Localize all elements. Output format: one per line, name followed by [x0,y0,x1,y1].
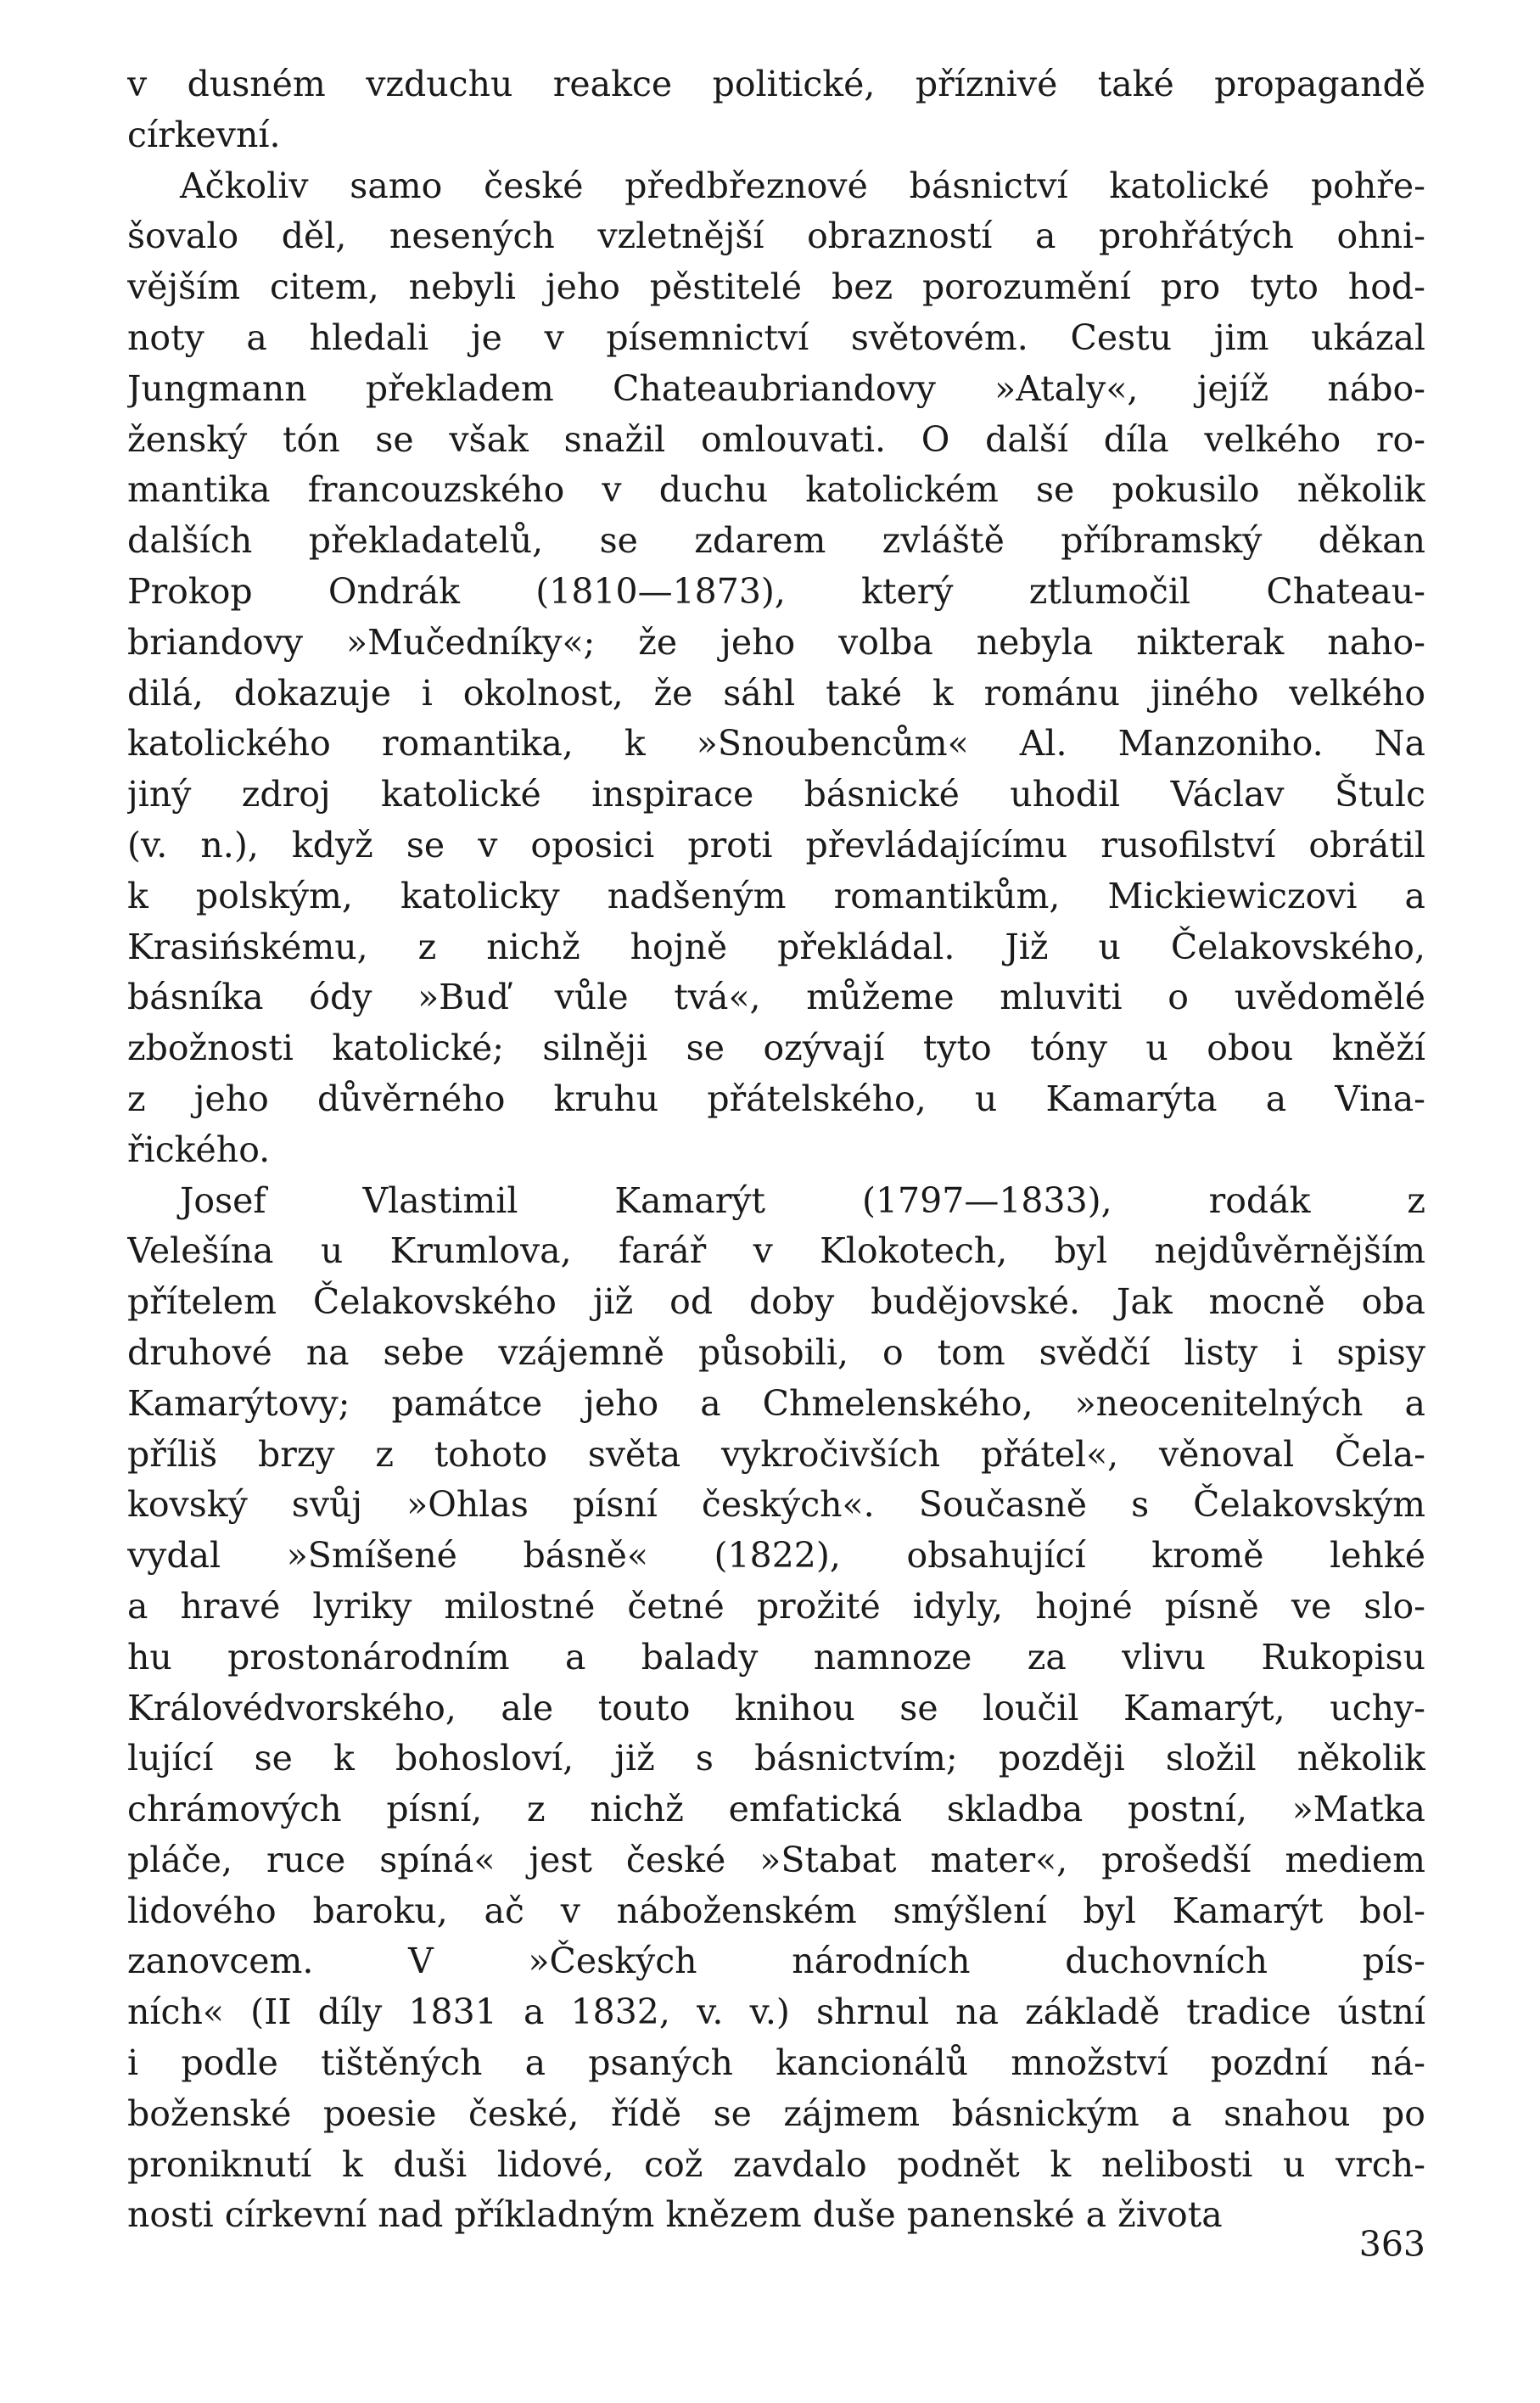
page-number: 363 [1358,2224,1425,2265]
text-line: dilá, dokazuje i okolnost, že sáhl také k románu jiného velkého [127,672,1425,714]
text-line: jiný zdroj katolické inspirace básnické uhodil Václav Štulc [127,774,1425,815]
text-line: zbožnosti katolické; silněji se ozývají tyto tóny u obou kněží [127,1028,1425,1069]
text-line: mantika francouzského v duchu katolickém se pokusilo několik [127,469,1425,511]
text-line: k polským, katolicky nadšeným romantikům, Mickiewiczovi a [127,875,1425,916]
text-line: Ačkoliv samo české předbřeznové básnictví katolické pohře- [180,165,1425,206]
text-line: druhové na sebe vzájemně působili, o tom svědčí listy i spisy [127,1331,1425,1373]
text-line: briandovy »Mučedníky«; že jeho volba nebyla nikterak naho- [127,621,1425,663]
text-line: lidového baroku, ač v náboženském smýšlení byl Kamarýt bol- [127,1890,1425,1931]
text-line: Josef Vlastimil Kamarýt (1797—1833), rodák z [180,1179,1425,1221]
text-line: vějším citem, nebyli jeho pěstitelé bez porozumění pro tyto hod- [127,266,1425,308]
text-line: i podle tištěných a psaných kancionálů množství pozdní ná- [127,2042,1425,2084]
text-line: příliš brzy z tohoto světa vykročivších přátel«, věnoval Čela- [127,1433,1425,1475]
text-line: ních« (II díly 1831 a 1832, v. v.) shrnul na základě tradice ústní [127,1991,1425,2033]
text-line: řického. [127,1129,271,1170]
text-line: Krasińskému, z nichž hojně překládal. Již u Čelakovského, [127,926,1425,967]
text-line: pláče, ruce spíná« jest české »Stabat mater«, prošedší mediem [127,1839,1425,1880]
text-line: boženské poesie české, řídě se zájmem básnickým a snahou po [127,2092,1425,2134]
text-line: lující se k bohosloví, již s básnictvím; později složil několik [127,1738,1425,1779]
text-line: dalších překladatelů, se zdarem zvláště příbramský děkan [127,520,1425,562]
text-line: (v. n.), když se v oposici proti převládajícímu rusofilství obrátil [127,824,1425,865]
text-line: noty a hledali je v písemnictví světovém. Cestu jim ukázal [127,316,1425,358]
text-line: Kamarýtovy; památce jeho a Chmelenského, »neocenitelných a [127,1382,1425,1424]
paragraph [127,1176,1425,2242]
text-line: zanovcem. V »Českých národních duchovních pís- [127,1941,1425,1982]
text-line: a hravé lyriky milostné četné prožité idyly, hojné písně ve slo- [127,1585,1425,1627]
text-line: Velešína u Krumlova, farář v Klokotech, byl nejdůvěrnějším [127,1230,1425,1272]
text-line: katolického romantika, k »Snoubencům« Al. Manzoniho. Na [127,723,1425,765]
text-line: přítelem Čelakovského již od doby budějovské. Jak mocně oba [127,1281,1425,1323]
text-line: vydal »Smíšené básně« (1822), obsahující kromě lehké [127,1535,1425,1577]
text-line: kovský svůj »Ohlas písní českých«. Současně s Čelakovským [127,1484,1425,1526]
text-line: nosti církevní nad příkladným knězem duše panenské a života [127,2194,1223,2236]
text-line: básníka ódy »Buď vůle tvá«, můžeme mluviti o uvědomělé [127,977,1425,1018]
text-line: Prokop Ondrák (1810—1873), který ztlumočil Chateau- [127,570,1425,612]
paragraph [127,161,1425,1176]
text-line: církevní. [127,114,281,155]
paragraph [127,59,1425,161]
text-line: Jungmann překladem Chateaubriandovy »Ataly«, jejíž nábo- [127,367,1425,409]
text-line: proniknutí k duši lidové, což zavdalo podnět k nelibosti u vrch- [127,2143,1425,2185]
text-line: chrámových písní, z nichž emfatická skladba postní, »Matka [127,1789,1425,1830]
text-line: z jeho důvěrného kruhu přátelského, u Kamarýta a Vina- [127,1078,1425,1119]
text-line: šovalo děl, nesených vzletnější obrazností a prohřátých ohni- [127,216,1425,257]
text-line: hu prostonárodním a balady namnoze za vlivu Rukopisu [127,1636,1425,1678]
text-line: v dusném vzduchu reakce politické, příznivé také propagandě [127,64,1425,104]
text-line: Královédvorského, ale touto knihou se loučil Kamarýt, uchy- [127,1687,1425,1728]
body-text [127,59,1425,2241]
text-line: ženský tón se však snažil omlouvati. O další díla velkého ro- [127,418,1425,460]
